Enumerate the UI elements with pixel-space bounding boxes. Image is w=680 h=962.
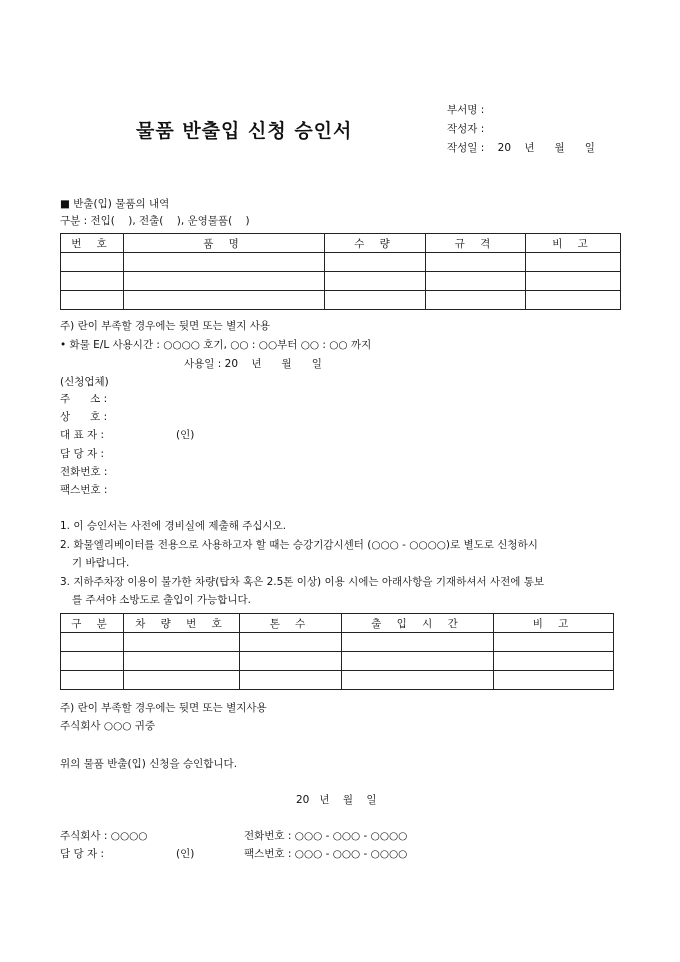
items-note: 주) 란이 부족할 경우에는 뒷면 또는 별지 사용 [60,320,271,332]
table-row [61,253,621,272]
section1-heading: ■ 반출(입) 물품의 내역 [60,198,170,210]
table-cell[interactable] [124,253,325,272]
col-access-time: 출 입 시 간 [342,614,494,633]
col-tonnage: 톤 수 [240,614,342,633]
document-title: 물품 반출입 신청 승인서 [136,120,353,142]
notice-item-3: 3. 지하주차장 이용이 불가한 차량(탑차 혹은 2.5톤 이상) 이용 시에는 아래사항을 기재하셔서 사전에 통보 [60,576,545,588]
table-cell[interactable] [325,272,426,291]
manager-label: 담 당 자 : [60,448,104,460]
items-table-header [61,234,621,253]
table-cell[interactable] [494,633,614,652]
date-value: 20 년 월 일 [497,142,595,154]
table-cell[interactable] [240,652,342,671]
table-cell[interactable] [426,272,526,291]
vehicle-table-header [61,614,614,633]
table-row [61,633,614,652]
table-cell[interactable] [426,291,526,310]
table-cell[interactable] [526,253,621,272]
fax-label: 팩스번호 : [60,484,108,496]
department-label: 부서명 : [447,104,485,116]
col-category: 구 분 [61,614,124,633]
table-cell[interactable] [426,253,526,272]
footer-phone: 전화번호 : ○○○ - ○○○ - ○○○○ [244,830,408,842]
notice-item-2: 2. 화물엘리베이터를 전용으로 사용하고자 할 때는 승강기감시센터 (○○○ - ○○○○)로 별도로 신청하시 [60,539,538,551]
col-spec: 규 격 [426,234,526,253]
col-vehicle-number: 차 량 번 호 [124,614,240,633]
items-table [60,233,621,310]
col-item-name: 품 명 [124,234,325,253]
table-cell[interactable] [124,652,240,671]
writer-label: 작성자 : [447,123,485,135]
representative-label: 대 표 자 : [60,429,104,441]
table-cell[interactable] [240,633,342,652]
table-cell[interactable] [61,291,124,310]
table-cell[interactable] [325,291,426,310]
notice-item-1: 1. 이 승인서는 사전에 경비실에 제출해 주십시오. [60,520,287,532]
table-cell[interactable] [61,253,124,272]
footer-manager: 담 당 자 : [60,848,104,860]
table-cell[interactable] [325,253,426,272]
table-cell[interactable] [526,272,621,291]
type-line: 구분 : 전입( ), 전출( ), 운영물품( ) [60,215,250,227]
table-row [61,272,621,291]
table-row [61,652,614,671]
table-cell[interactable] [61,272,124,291]
vehicle-table [60,613,614,690]
table-cell[interactable] [494,652,614,671]
use-date-line: 사용일 : 20 년 월 일 [184,358,322,370]
table-cell[interactable] [61,652,124,671]
table-cell[interactable] [61,671,124,690]
footer-company: 주식회사 : ○○○○ [60,830,148,842]
table-cell[interactable] [342,633,494,652]
vehicle-note: 주) 란이 부족할 경우에는 뒷면 또는 별지사용 [60,702,267,714]
approval-date: 20 년 월 일 [296,794,377,806]
table-cell[interactable] [526,291,621,310]
col-remarks: 비 고 [494,614,614,633]
col-number: 번 호 [61,234,124,253]
date-label: 작성일 : [447,142,485,154]
applicant-heading: (신청업체) [60,376,109,388]
elevator-time-line: • 화물 E/L 사용시간 : ○○○○ 호기, ○○ : ○○부터 ○○ : ○○ 까지 [60,339,372,351]
footer-fax: 팩스번호 : ○○○ - ○○○ - ○○○○ [244,848,408,860]
table-cell[interactable] [61,633,124,652]
table-cell[interactable] [342,652,494,671]
address-label: 주 소 : [60,393,108,405]
approval-statement: 위의 물품 반출(입) 신청을 승인합니다. [60,758,238,770]
table-row [61,291,621,310]
col-remarks: 비 고 [526,234,621,253]
footer-manager-seal: (인) [176,848,195,860]
table-cell[interactable] [342,671,494,690]
phone-label: 전화번호 : [60,466,108,478]
table-cell[interactable] [124,671,240,690]
col-quantity: 수 량 [325,234,426,253]
representative-seal: (인) [176,429,195,441]
notice-item-3-cont: 를 주셔야 소방도로 출입이 가능합니다. [72,594,251,606]
table-cell[interactable] [124,633,240,652]
table-cell[interactable] [124,291,325,310]
addressee: 주식회사 ○○○ 귀중 [60,720,156,732]
company-name-label: 상 호 : [60,411,108,423]
date-row [447,140,595,155]
table-row [61,671,614,690]
table-cell[interactable] [494,671,614,690]
table-cell[interactable] [124,272,325,291]
table-cell[interactable] [240,671,342,690]
notice-item-2-cont: 기 바랍니다. [72,557,130,569]
